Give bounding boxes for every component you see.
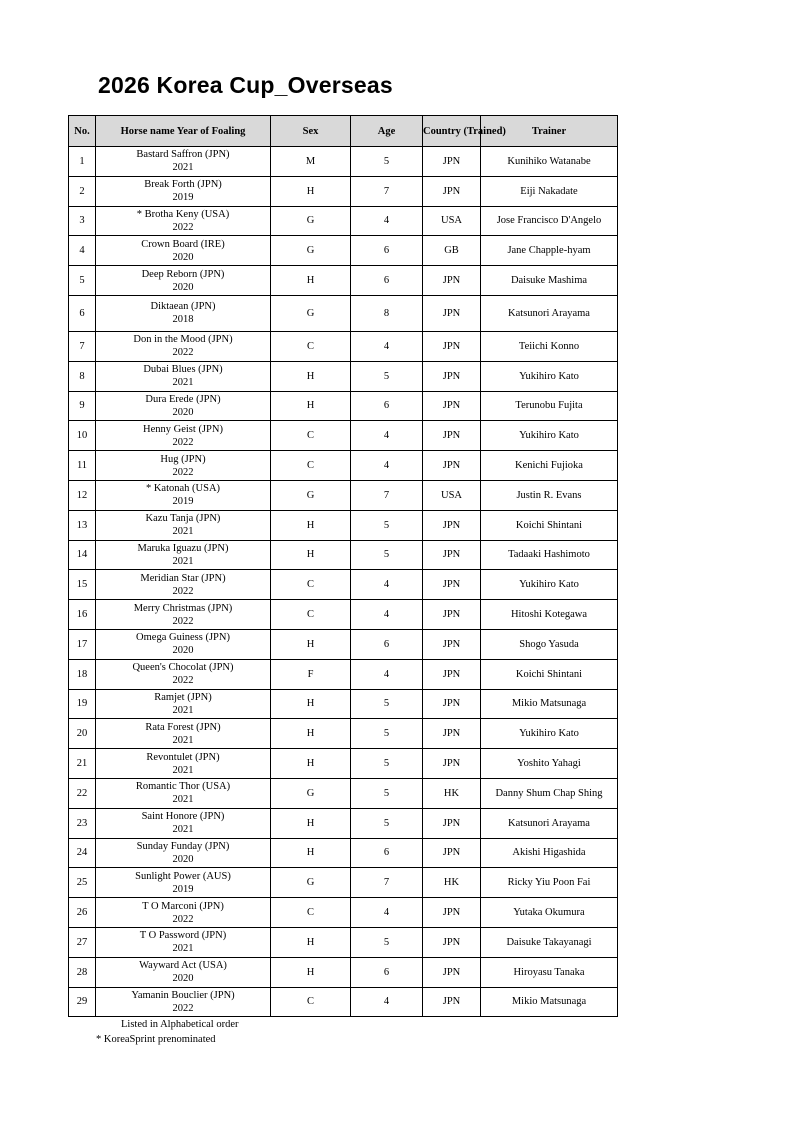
row-age: 6 [351,838,423,868]
row-horse [96,236,271,266]
row-age: 5 [351,540,423,570]
row-age: 5 [351,778,423,808]
row-country: JPN [423,808,481,838]
horse-name: Henny Geist (JPN) [143,423,223,435]
order-note: Listed in Alphabetical order [121,1019,239,1030]
horse-name: Kazu Tanja (JPN) [145,513,221,525]
table-row [69,510,618,540]
table-row [69,147,618,177]
row-sex: C [271,421,351,451]
row-country: JPN [423,451,481,481]
row-no: 10 [69,421,96,451]
row-trainer: Mikio Matsunaga [481,987,618,1017]
row-trainer: Yukihiro Kato [481,421,618,451]
table-row [69,898,618,928]
year-of-foaling: 2020 [172,645,194,657]
year-of-foaling: 2021 [172,943,194,955]
row-horse [96,808,271,838]
row-trainer: Yutaka Okumura [481,898,618,928]
row-sex: M [271,147,351,177]
row-trainer: Katsunori Arayama [481,808,618,838]
row-sex: H [271,838,351,868]
row-trainer: Daisuke Mashima [481,266,618,296]
header-sex: Sex [271,116,351,147]
row-trainer: Daisuke Takayanagi [481,927,618,957]
row-sex: H [271,629,351,659]
row-no: 2 [69,176,96,206]
table-row [69,206,618,236]
row-sex: G [271,236,351,266]
table-row [69,838,618,868]
horse-name: Ramjet (JPN) [154,691,212,703]
row-age: 5 [351,689,423,719]
row-age: 6 [351,629,423,659]
table-row [69,689,618,719]
row-sex: H [271,957,351,987]
header-trainer: Trainer [481,116,618,147]
horse-name: Diktaean (JPN) [150,301,216,313]
row-age: 6 [351,236,423,266]
row-country: JPN [423,600,481,630]
row-no: 29 [69,987,96,1017]
row-sex: G [271,206,351,236]
row-age: 4 [351,451,423,481]
row-country: JPN [423,391,481,421]
year-of-foaling: 2020 [172,281,194,293]
row-age: 5 [351,510,423,540]
table-row [69,451,618,481]
row-trainer: Akishi Higashida [481,838,618,868]
table-row [69,540,618,570]
year-of-foaling: 2021 [172,764,194,776]
row-sex: C [271,987,351,1017]
entries-table [68,115,618,1017]
row-country: JPN [423,689,481,719]
row-horse [96,176,271,206]
year-of-foaling: 2020 [172,251,194,263]
row-no: 11 [69,451,96,481]
year-of-foaling: 2022 [172,347,194,359]
table-row [69,176,618,206]
year-of-foaling: 2020 [172,973,194,985]
horse-name: Wayward Act (USA) [139,960,227,972]
horse-name: Maruka Iguazu (JPN) [137,542,229,554]
row-country: JPN [423,898,481,928]
row-sex: H [271,808,351,838]
row-horse [96,331,271,361]
row-horse [96,659,271,689]
table-row [69,331,618,361]
year-of-foaling: 2022 [172,436,194,448]
row-country: JPN [423,570,481,600]
row-sex: H [271,927,351,957]
year-of-foaling: 2021 [172,824,194,836]
row-sex: H [271,391,351,421]
row-trainer: Katsunori Arayama [481,295,618,331]
row-trainer: Eiji Nakadate [481,176,618,206]
row-country: JPN [423,540,481,570]
row-country: JPN [423,266,481,296]
row-age: 6 [351,391,423,421]
row-sex: G [271,868,351,898]
row-trainer: Yukihiro Kato [481,719,618,749]
table-header-row [69,116,618,147]
row-sex: H [271,176,351,206]
row-trainer: Shogo Yasuda [481,629,618,659]
table-row [69,957,618,987]
row-horse [96,147,271,177]
row-trainer: Kunihiko Watanabe [481,147,618,177]
row-no: 27 [69,927,96,957]
row-sex: H [271,266,351,296]
row-country: JPN [423,510,481,540]
row-age: 4 [351,898,423,928]
row-sex: H [271,540,351,570]
year-of-foaling: 2022 [172,585,194,597]
row-no: 28 [69,957,96,987]
row-trainer: Mikio Matsunaga [481,689,618,719]
row-trainer: Teiichi Konno [481,331,618,361]
row-horse [96,295,271,331]
prenominated-note: * KoreaSprint prenominated [96,1034,216,1045]
row-country: JPN [423,927,481,957]
row-country: JPN [423,176,481,206]
header-year-of-foaling: Year of Foaling [176,125,246,137]
row-age: 5 [351,749,423,779]
horse-name: * Brotha Keny (USA) [136,208,230,220]
row-horse [96,838,271,868]
horse-name: Omega Guiness (JPN) [136,632,230,644]
header-horse-name: Horse name [120,125,175,137]
row-no: 16 [69,600,96,630]
year-of-foaling: 2020 [172,406,194,418]
row-no: 26 [69,898,96,928]
table-row [69,600,618,630]
row-age: 7 [351,480,423,510]
row-no: 21 [69,749,96,779]
row-sex: C [271,898,351,928]
row-sex: G [271,295,351,331]
row-country: JPN [423,957,481,987]
horse-name: T O Marconi (JPN) [142,900,224,912]
row-country: JPN [423,719,481,749]
table-row [69,236,618,266]
row-horse [96,451,271,481]
year-of-foaling: 2019 [172,192,194,204]
row-no: 14 [69,540,96,570]
year-of-foaling: 2021 [172,526,194,538]
row-sex: C [271,570,351,600]
year-of-foaling: 2021 [172,377,194,389]
year-of-foaling: 2021 [172,704,194,716]
row-no: 6 [69,295,96,331]
page-title: 2026 Korea Cup_Overseas [98,72,393,98]
row-country: HK [423,778,481,808]
horse-name: Revontulet (JPN) [146,751,220,763]
table-row [69,749,618,779]
table-body [69,147,618,1017]
row-horse [96,987,271,1017]
row-horse [96,510,271,540]
table-row [69,570,618,600]
row-trainer: Danny Shum Chap Shing [481,778,618,808]
row-no: 8 [69,361,96,391]
row-no: 17 [69,629,96,659]
row-country: USA [423,480,481,510]
header-no: No. [69,116,96,147]
row-country: JPN [423,659,481,689]
row-sex: G [271,480,351,510]
row-trainer: Hiroyasu Tanaka [481,957,618,987]
row-sex: H [271,689,351,719]
row-sex: H [271,719,351,749]
row-age: 5 [351,361,423,391]
horse-name: Hug (JPN) [160,453,206,465]
row-age: 5 [351,808,423,838]
table-row [69,480,618,510]
row-no: 3 [69,206,96,236]
row-horse [96,361,271,391]
row-country: JPN [423,629,481,659]
row-horse [96,266,271,296]
row-sex: H [271,749,351,779]
horse-name: Saint Honore (JPN) [141,811,225,823]
horse-name: Rata Forest (JPN) [145,721,221,733]
table-row [69,868,618,898]
row-no: 25 [69,868,96,898]
row-trainer: Kenichi Fujioka [481,451,618,481]
row-trainer: Jane Chapple-hyam [481,236,618,266]
row-trainer: Ricky Yiu Poon Fai [481,868,618,898]
row-sex: C [271,451,351,481]
row-age: 4 [351,331,423,361]
row-horse [96,600,271,630]
row-age: 4 [351,600,423,630]
row-age: 4 [351,987,423,1017]
row-age: 7 [351,176,423,206]
row-horse [96,540,271,570]
table-row [69,391,618,421]
year-of-foaling: 2021 [172,794,194,806]
horse-name: Deep Reborn (JPN) [141,268,225,280]
year-of-foaling: 2019 [172,496,194,508]
row-no: 12 [69,480,96,510]
table-row [69,808,618,838]
row-age: 4 [351,570,423,600]
horse-name: Yamanin Bouclier (JPN) [131,989,235,1001]
horse-name: Dura Erede (JPN) [145,393,221,405]
row-horse [96,868,271,898]
horse-name: Break Forth (JPN) [144,179,222,191]
row-no: 19 [69,689,96,719]
row-horse [96,778,271,808]
header-country-line2: (Trained) [463,125,506,137]
row-no: 1 [69,147,96,177]
row-trainer: Koichi Shintani [481,659,618,689]
year-of-foaling: 2022 [172,466,194,478]
year-of-foaling: 2022 [172,913,194,925]
header-country-line1: Country [423,125,461,137]
table-row [69,778,618,808]
year-of-foaling: 2022 [172,221,194,233]
horse-name: Merry Christmas (JPN) [133,602,233,614]
table-row [69,629,618,659]
row-trainer: Koichi Shintani [481,510,618,540]
row-no: 18 [69,659,96,689]
row-horse [96,719,271,749]
row-country: JPN [423,749,481,779]
row-country: GB [423,236,481,266]
row-sex: C [271,331,351,361]
year-of-foaling: 2022 [172,675,194,687]
row-horse [96,480,271,510]
row-country: USA [423,206,481,236]
row-age: 4 [351,659,423,689]
row-country: JPN [423,331,481,361]
row-sex: H [271,510,351,540]
year-of-foaling: 2021 [172,162,194,174]
horse-name: T O Password (JPN) [139,930,227,942]
header-horse [96,116,271,147]
row-sex: G [271,778,351,808]
row-horse [96,421,271,451]
row-trainer: Justin R. Evans [481,480,618,510]
row-no: 13 [69,510,96,540]
row-country: JPN [423,987,481,1017]
row-age: 5 [351,927,423,957]
row-country: JPN [423,838,481,868]
horse-name: * Katonah (USA) [145,483,221,495]
row-trainer: Yukihiro Kato [481,361,618,391]
row-age: 4 [351,206,423,236]
row-trainer: Yoshito Yahagi [481,749,618,779]
row-trainer: Tadaaki Hashimoto [481,540,618,570]
row-horse [96,927,271,957]
table-row [69,361,618,391]
row-sex: H [271,361,351,391]
row-horse [96,898,271,928]
row-no: 15 [69,570,96,600]
year-of-foaling: 2022 [172,615,194,627]
table-row [69,987,618,1017]
row-sex: C [271,600,351,630]
row-horse [96,570,271,600]
row-no: 7 [69,331,96,361]
row-trainer: Hitoshi Kotegawa [481,600,618,630]
row-horse [96,957,271,987]
row-age: 6 [351,266,423,296]
row-age: 8 [351,295,423,331]
row-sex: F [271,659,351,689]
row-no: 23 [69,808,96,838]
year-of-foaling: 2021 [172,734,194,746]
row-horse [96,689,271,719]
table-row [69,266,618,296]
row-horse [96,391,271,421]
row-no: 9 [69,391,96,421]
horse-name: Sunlight Power (AUS) [135,870,231,882]
year-of-foaling: 2020 [172,853,194,865]
row-age: 6 [351,957,423,987]
row-country: JPN [423,361,481,391]
horse-name: Don in the Mood (JPN) [133,334,233,346]
year-of-foaling: 2021 [172,555,194,567]
year-of-foaling: 2022 [172,1002,194,1014]
horse-name: Meridian Star (JPN) [140,572,226,584]
row-no: 20 [69,719,96,749]
row-horse [96,629,271,659]
horse-name: Dubai Blues (JPN) [143,364,223,376]
row-age: 4 [351,421,423,451]
horse-name: Bastard Saffron (JPN) [136,149,230,161]
horse-name: Sunday Funday (JPN) [136,840,230,852]
row-age: 5 [351,147,423,177]
row-horse [96,749,271,779]
year-of-foaling: 2019 [172,883,194,895]
row-country: HK [423,868,481,898]
header-age: Age [351,116,423,147]
horse-name: Romantic Thor (USA) [135,781,231,793]
row-country: JPN [423,147,481,177]
year-of-foaling: 2018 [172,314,194,326]
row-trainer: Jose Francisco D'Angelo [481,206,618,236]
row-age: 7 [351,868,423,898]
row-country: JPN [423,295,481,331]
table-row [69,421,618,451]
row-age: 5 [351,719,423,749]
row-trainer: Yukihiro Kato [481,570,618,600]
table-row [69,719,618,749]
row-horse [96,206,271,236]
table-row [69,659,618,689]
row-no: 24 [69,838,96,868]
table-row [69,295,618,331]
row-country: JPN [423,421,481,451]
header-country [423,116,506,147]
row-no: 22 [69,778,96,808]
horse-name: Queen's Chocolat (JPN) [132,662,234,674]
table-row [69,927,618,957]
row-no: 4 [69,236,96,266]
row-trainer: Terunobu Fujita [481,391,618,421]
horse-name: Crown Board (IRE) [141,238,225,250]
row-no: 5 [69,266,96,296]
